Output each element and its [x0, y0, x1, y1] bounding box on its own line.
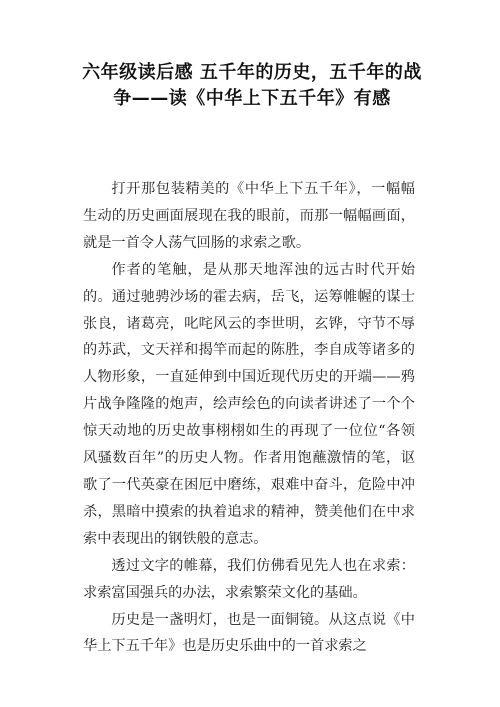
document-title: 六年级读后感 五千年的历史，五千年的战争——读《中华上下五千年》有感 [82, 62, 422, 109]
paragraph-1: 打开那包装精美的《中华上下五千年》，一幅幅生动的历史画面展现在我的眼前，而那一幅幅画面，就是一首令人荡气回肠的求索之歌。 [83, 181, 415, 251]
paragraph-2: 作者的笔触，是从那天地浑浊的远古时代开始的。通过驰骋沙场的霍去病，岳飞，运筹帷幄的谋士张良，诸葛亮，叱咤风云的李世明，玄铧，守节不辱的苏武，文天祥和揭竿而起的陈胜，李自成等诸多的人物形象，一直延伸到中国近现代历史的开端——鸦片战争隆隆的炮声，绘声绘色的向读者讲述了一个个惊天动地的历史故事栩栩如生的再现了一位位“各领风骚数百年”的历史人物。作者用饱蘸激情的笔，讴歌了一代英豪在困厄中磨练，艰难中奋斗，危险中冲杀，黑暗中摸索的执着追求的精神，赞美他们在中求索中表现出的钢铁般的意志。 [83, 261, 415, 547]
document-body [83, 176, 415, 660]
paragraph-4: 历史是一盏明灯，也是一面铜镜。从这点说《中华上下五千年》也是历史乐曲中的一首求索之 [83, 611, 415, 655]
paragraph-3: 透过文字的帷幕，我们仿佛看见先人也在求索：求索富国强兵的办法，求索繁荣文化的基础。 [83, 557, 415, 601]
